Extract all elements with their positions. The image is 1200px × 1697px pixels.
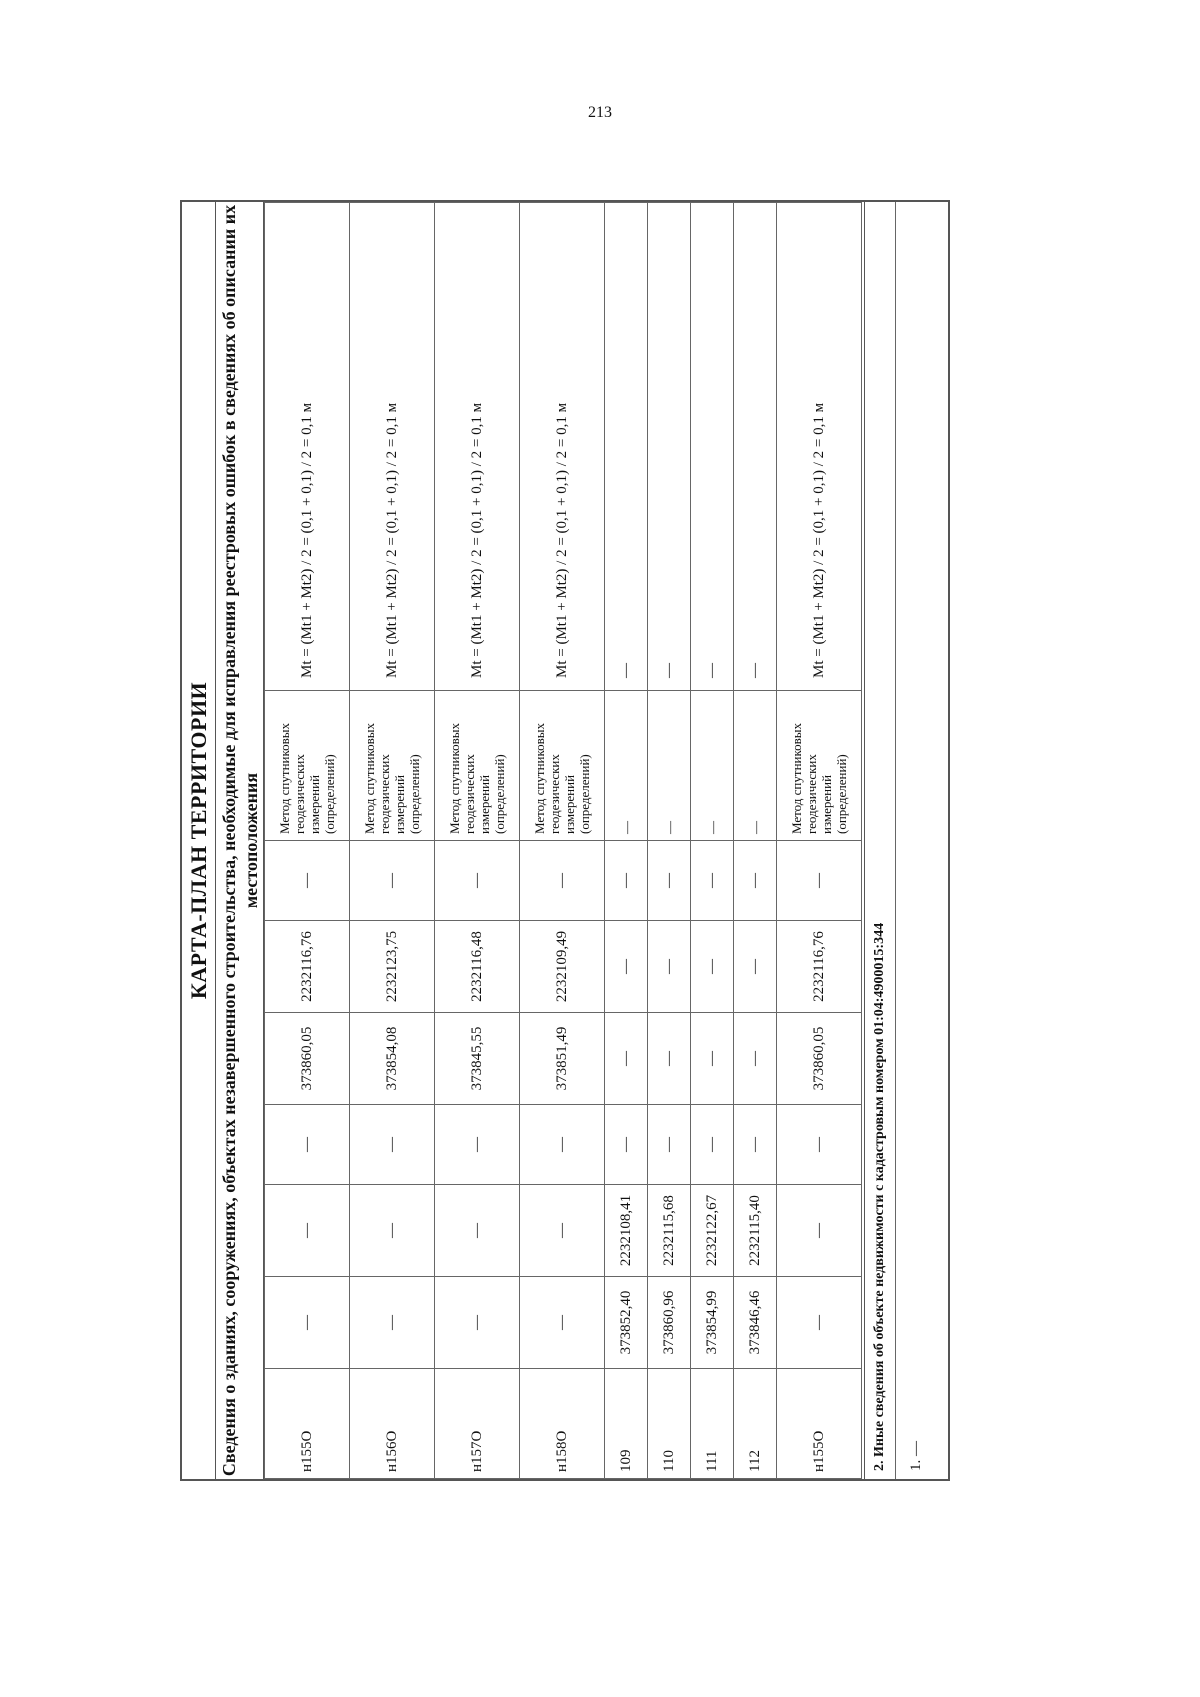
x-new-cell: — (734, 1013, 777, 1105)
x-new-cell: 373845,55 (435, 1013, 520, 1105)
r-old-cell: — (734, 1105, 777, 1185)
y-old-cell: — (435, 1185, 520, 1277)
formula-cell: — (691, 203, 734, 691)
table-row (648, 203, 691, 1479)
x-old-cell: — (350, 1277, 435, 1369)
coordinates-table (264, 202, 862, 1479)
table-row (350, 203, 435, 1479)
formula-cell: — (605, 203, 648, 691)
y-new-cell: 2232116,76 (265, 921, 350, 1013)
y-old-cell: — (350, 1185, 435, 1277)
x-old-cell: 373854,99 (691, 1277, 734, 1369)
x-old-cell: — (265, 1277, 350, 1369)
x-old-cell: 373860,96 (648, 1277, 691, 1369)
method-cell: — (605, 691, 648, 841)
coordinates-table-body (265, 203, 862, 1479)
formula-cell: — (734, 203, 777, 691)
x-new-cell: 373851,49 (520, 1013, 605, 1105)
point-id-cell: н155О (777, 1369, 862, 1479)
x-new-cell: — (648, 1013, 691, 1105)
page-number: 213 (588, 104, 612, 121)
x-new-cell: — (605, 1013, 648, 1105)
method-cell: — (734, 691, 777, 841)
document-title: КАРТА-ПЛАН ТЕРРИТОРИИ (182, 202, 216, 1479)
y-old-cell: 2232115,68 (648, 1185, 691, 1277)
r-new-cell: — (648, 841, 691, 921)
other-info-section-title: 2. Иные сведения об объекте недвижимости с кадастровым номером 01:04:4900015:344 (864, 202, 896, 1479)
x-new-cell: 373860,05 (777, 1013, 862, 1105)
x-new-cell: 373860,05 (265, 1013, 350, 1105)
y-new-cell: 2232116,48 (435, 921, 520, 1013)
r-old-cell: — (605, 1105, 648, 1185)
x-old-cell: — (777, 1277, 862, 1369)
r-old-cell: — (265, 1105, 350, 1185)
document-subtitle: Сведения о зданиях, сооружениях, объектах незавершенного строительства, необходимые для исправления реестровых ошибок в сведениях об описании их местоположения (216, 202, 264, 1479)
y-new-cell: 2232116,76 (777, 921, 862, 1013)
formula-cell: — (648, 203, 691, 691)
point-id-cell: н156О (350, 1369, 435, 1479)
point-id-cell: 109 (605, 1369, 648, 1479)
point-id-cell: 111 (691, 1369, 734, 1479)
point-id-cell: н158О (520, 1369, 605, 1479)
r-old-cell: — (648, 1105, 691, 1185)
r-new-cell: — (605, 841, 648, 921)
table-row (605, 203, 648, 1479)
x-old-cell: 373846,46 (734, 1277, 777, 1369)
y-new-cell: — (734, 921, 777, 1013)
method-cell: Метод спутниковых геодезических измерений (определений) (435, 691, 520, 841)
point-id-cell: н155О (265, 1369, 350, 1479)
x-new-cell: 373854,08 (350, 1013, 435, 1105)
formula-cell: Mt = (Mt1 + Mt2) / 2 = (0,1 + 0,1) / 2 = 0,1 м (435, 203, 520, 691)
table-row (520, 203, 605, 1479)
formula-cell: Mt = (Mt1 + Mt2) / 2 = (0,1 + 0,1) / 2 = 0,1 м (265, 203, 350, 691)
method-cell: Метод спутниковых геодезических измерений (определений) (265, 691, 350, 841)
y-old-cell: 2232115,40 (734, 1185, 777, 1277)
y-old-cell: 2232122,67 (691, 1185, 734, 1277)
r-old-cell: — (520, 1105, 605, 1185)
other-info-item-1: 1. — (908, 1441, 924, 1471)
r-new-cell: — (435, 841, 520, 921)
table-row (265, 203, 350, 1479)
r-new-cell: — (520, 841, 605, 921)
r-new-cell: — (265, 841, 350, 921)
r-new-cell: — (350, 841, 435, 921)
method-cell: Метод спутниковых геодезических измерений (определений) (350, 691, 435, 841)
x-new-cell: — (691, 1013, 734, 1105)
document-sheet-wrapper (180, 200, 950, 1481)
formula-cell: Mt = (Mt1 + Mt2) / 2 = (0,1 + 0,1) / 2 = 0,1 м (520, 203, 605, 691)
point-id-cell: 110 (648, 1369, 691, 1479)
y-new-cell: 2232109,49 (520, 921, 605, 1013)
r-new-cell: — (691, 841, 734, 921)
y-new-cell: — (691, 921, 734, 1013)
r-old-cell: — (691, 1105, 734, 1185)
r-old-cell: — (777, 1105, 862, 1185)
method-cell: — (648, 691, 691, 841)
x-old-cell: 373852,40 (605, 1277, 648, 1369)
y-new-cell: — (605, 921, 648, 1013)
r-new-cell: — (777, 841, 862, 921)
r-new-cell: — (734, 841, 777, 921)
y-old-cell: — (777, 1185, 862, 1277)
table-row (777, 203, 862, 1479)
formula-cell: Mt = (Mt1 + Mt2) / 2 = (0,1 + 0,1) / 2 = 0,1 м (777, 203, 862, 691)
r-old-cell: — (350, 1105, 435, 1185)
table-row (435, 203, 520, 1479)
y-old-cell: 2232108,41 (605, 1185, 648, 1277)
y-new-cell: 2232123,75 (350, 921, 435, 1013)
method-cell: — (691, 691, 734, 841)
table-row (691, 203, 734, 1479)
document-sheet (180, 200, 950, 1481)
y-new-cell: — (648, 921, 691, 1013)
x-old-cell: — (520, 1277, 605, 1369)
method-cell: Метод спутниковых геодезических измерений (определений) (777, 691, 862, 841)
y-old-cell: — (265, 1185, 350, 1277)
method-cell: Метод спутниковых геодезических измерений (определений) (520, 691, 605, 841)
x-old-cell: — (435, 1277, 520, 1369)
table-row (734, 203, 777, 1479)
point-id-cell: н157О (435, 1369, 520, 1479)
point-id-cell: 112 (734, 1369, 777, 1479)
r-old-cell: — (435, 1105, 520, 1185)
formula-cell: Mt = (Mt1 + Mt2) / 2 = (0,1 + 0,1) / 2 = 0,1 м (350, 203, 435, 691)
y-old-cell: — (520, 1185, 605, 1277)
